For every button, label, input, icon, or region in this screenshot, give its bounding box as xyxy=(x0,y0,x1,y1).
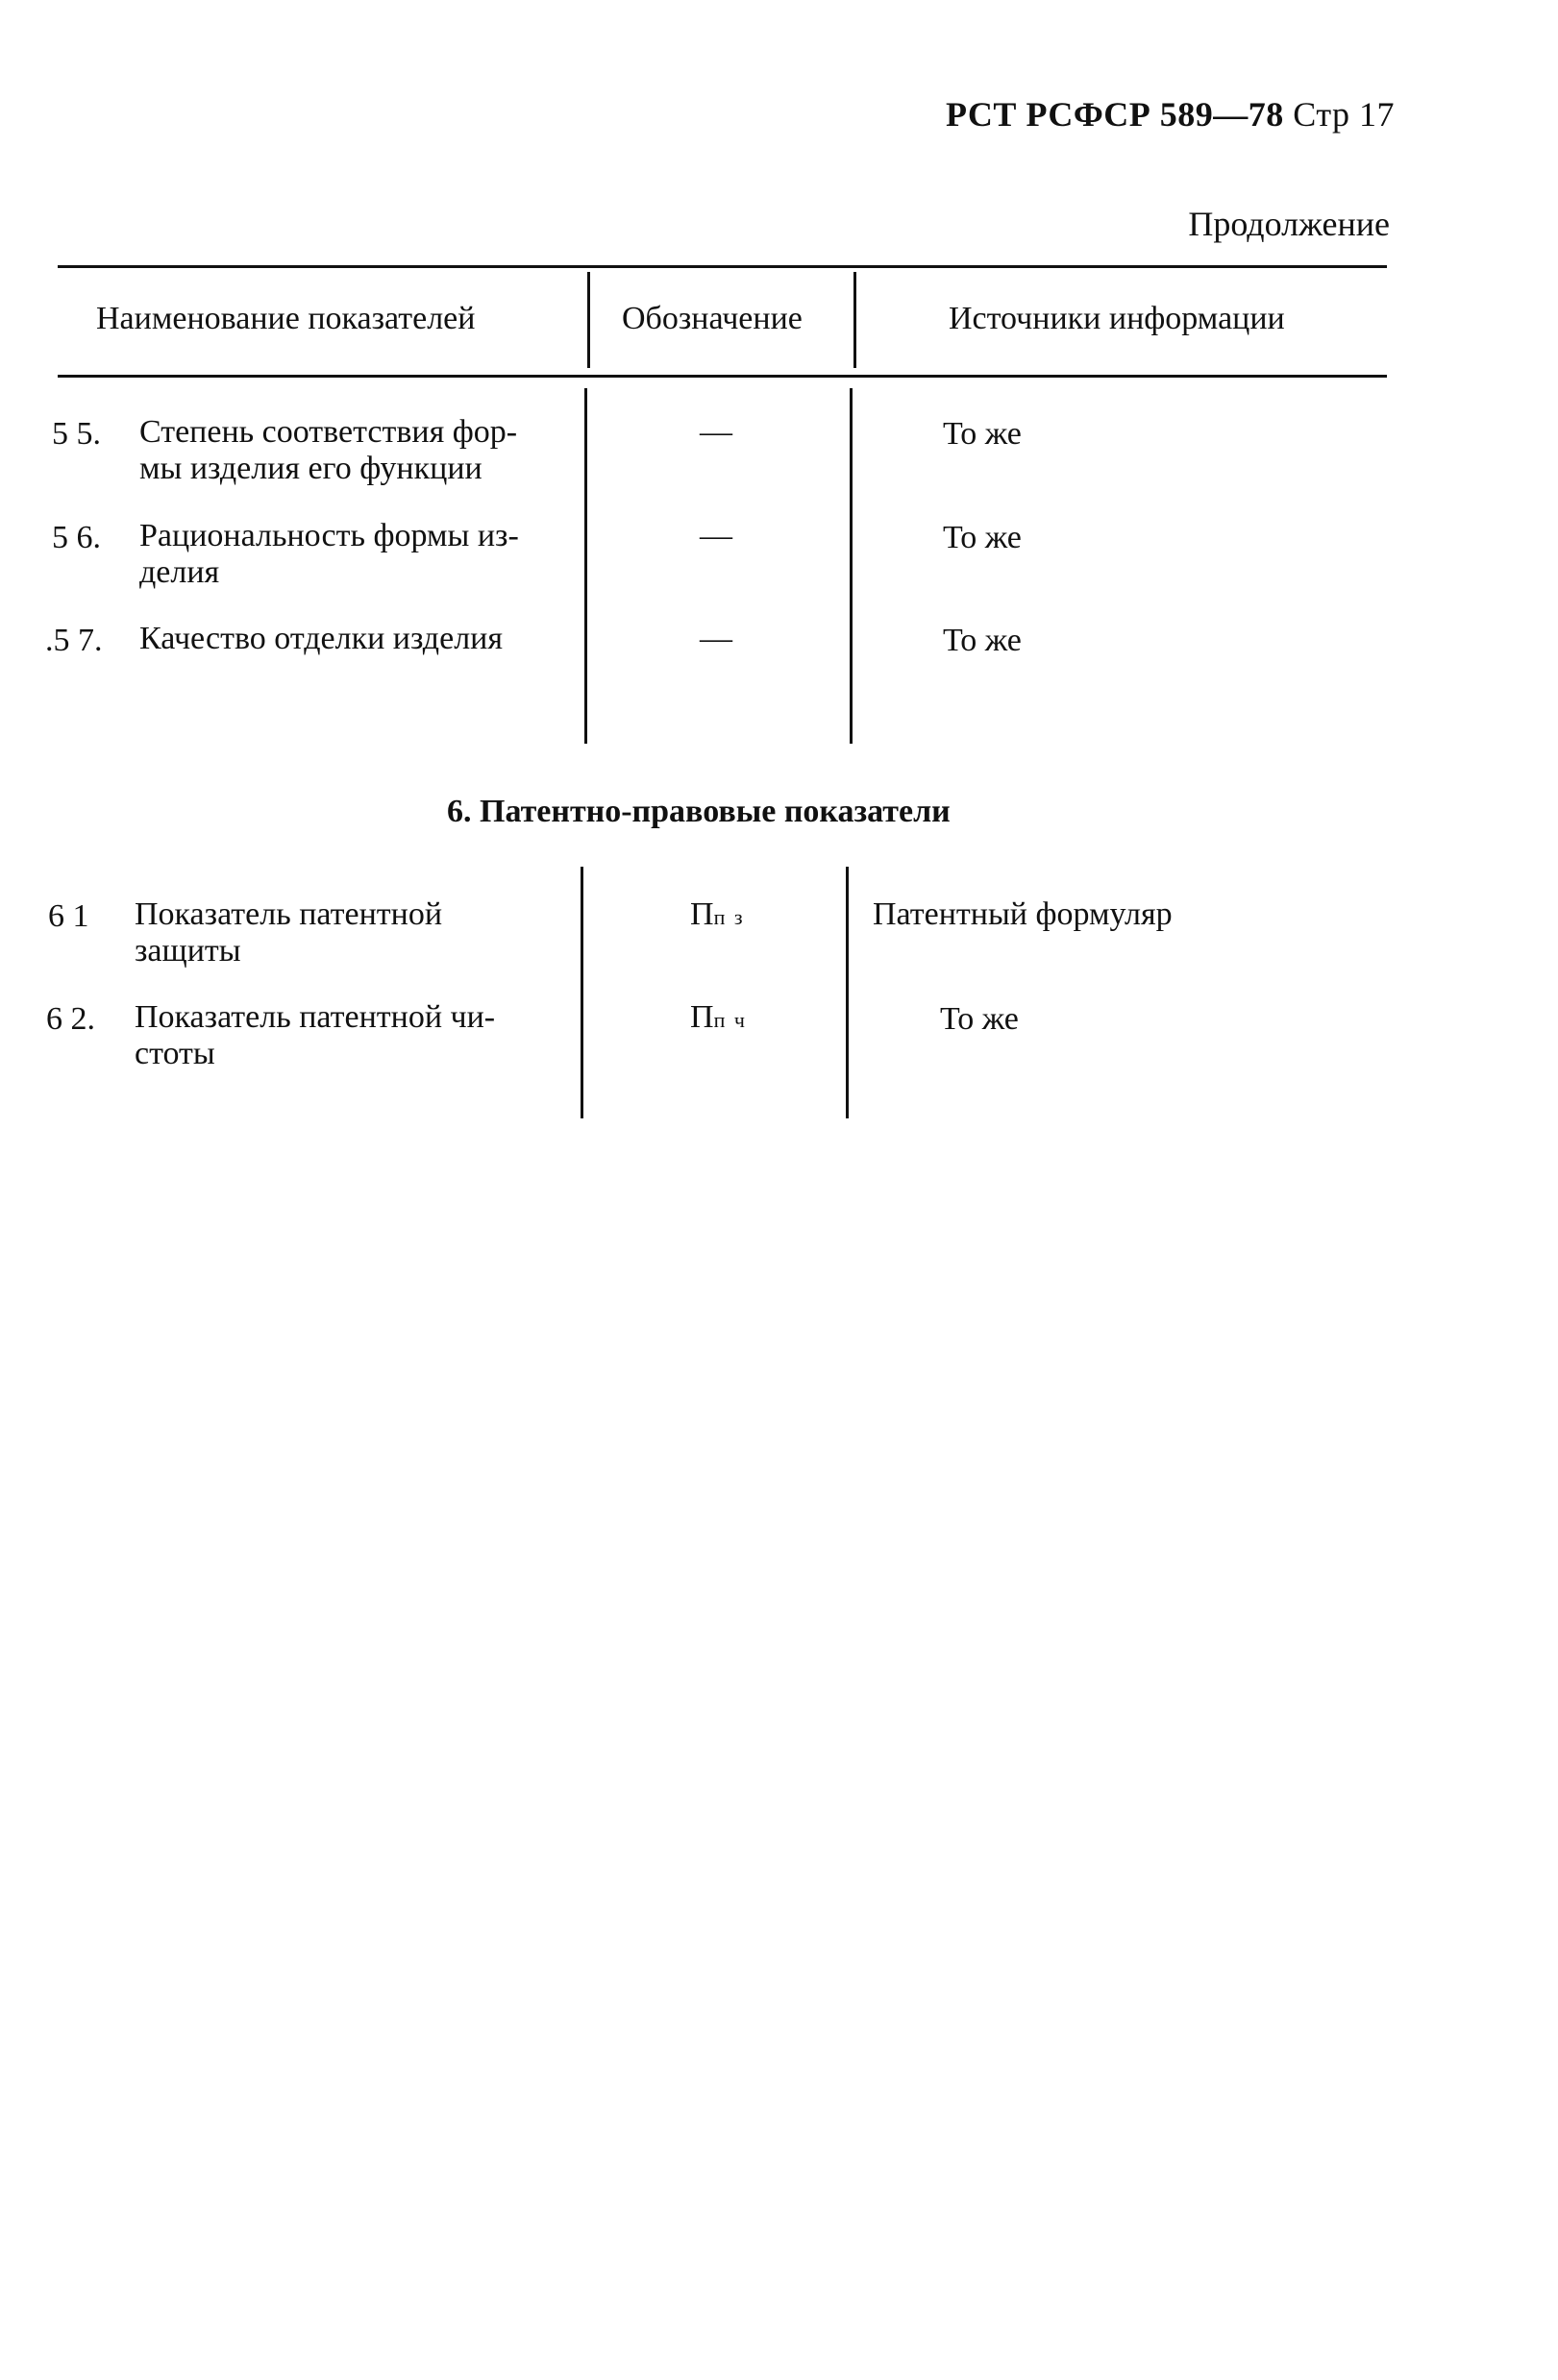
row-number: 5 6. xyxy=(52,520,101,555)
row-name xyxy=(135,999,567,1072)
row-name-line2: делия xyxy=(139,554,220,590)
row-source: То же xyxy=(943,623,1022,658)
continuation-label: Продолжение xyxy=(1188,205,1390,243)
row-source: Патентный формуляр xyxy=(873,896,1173,932)
column-header-source: Источники информации xyxy=(949,301,1285,336)
column-header-name: Наименование показателей xyxy=(96,301,476,336)
header-bottom-rule xyxy=(58,375,1387,378)
table-top-rule xyxy=(58,265,1387,268)
row-symbol: — xyxy=(700,621,732,656)
body-col-divider-1 xyxy=(584,388,587,744)
row-name-line2: защиты xyxy=(135,933,241,969)
symbol-subscript: п з xyxy=(713,905,745,929)
page-number: 17 xyxy=(1359,95,1395,134)
page-header xyxy=(946,94,1395,135)
row-number: .5 7. xyxy=(45,623,103,658)
header-col-divider-2 xyxy=(853,272,856,368)
body-col-divider-2 xyxy=(850,388,853,744)
column-header-symbol: Обозначение xyxy=(622,301,803,336)
row-name-line1: Степень соответствия фор- xyxy=(139,414,518,450)
row-name-line2: стоты xyxy=(135,1036,215,1071)
row-name xyxy=(135,896,567,969)
row-symbol: — xyxy=(700,518,732,553)
row-name-line1: Показатель патентной xyxy=(135,896,443,932)
section6-col-divider-1 xyxy=(581,867,583,1118)
row-number: 6 1 xyxy=(48,898,89,934)
row-symbol xyxy=(690,896,745,933)
standard-code: РСТ РСФСР 589—78 xyxy=(946,95,1284,134)
row-source: То же xyxy=(943,520,1022,555)
symbol-subscript: п ч xyxy=(713,1008,747,1032)
row-source: То же xyxy=(943,416,1022,452)
row-name xyxy=(139,414,567,487)
section6-col-divider-2 xyxy=(846,867,849,1118)
row-name xyxy=(139,518,567,591)
row-name-line1: Качество отделки изделия xyxy=(139,621,504,656)
section-title: 6. Патентно-правовые показатели xyxy=(447,794,951,829)
row-name-line1: Рациональность формы из- xyxy=(139,518,519,553)
row-source: То же xyxy=(940,1001,1019,1037)
header-col-divider-1 xyxy=(587,272,590,368)
row-name-line1: Показатель патентной чи- xyxy=(135,999,496,1035)
symbol-main: П xyxy=(690,896,714,932)
page-label: Стр xyxy=(1293,95,1350,134)
row-number: 6 2. xyxy=(46,1001,95,1037)
row-symbol: — xyxy=(700,414,732,450)
row-name-line2: мы изделия его функции xyxy=(139,451,482,486)
row-name xyxy=(139,621,567,657)
row-symbol xyxy=(690,999,747,1036)
symbol-main: П xyxy=(690,999,714,1035)
row-number: 5 5. xyxy=(52,416,101,452)
